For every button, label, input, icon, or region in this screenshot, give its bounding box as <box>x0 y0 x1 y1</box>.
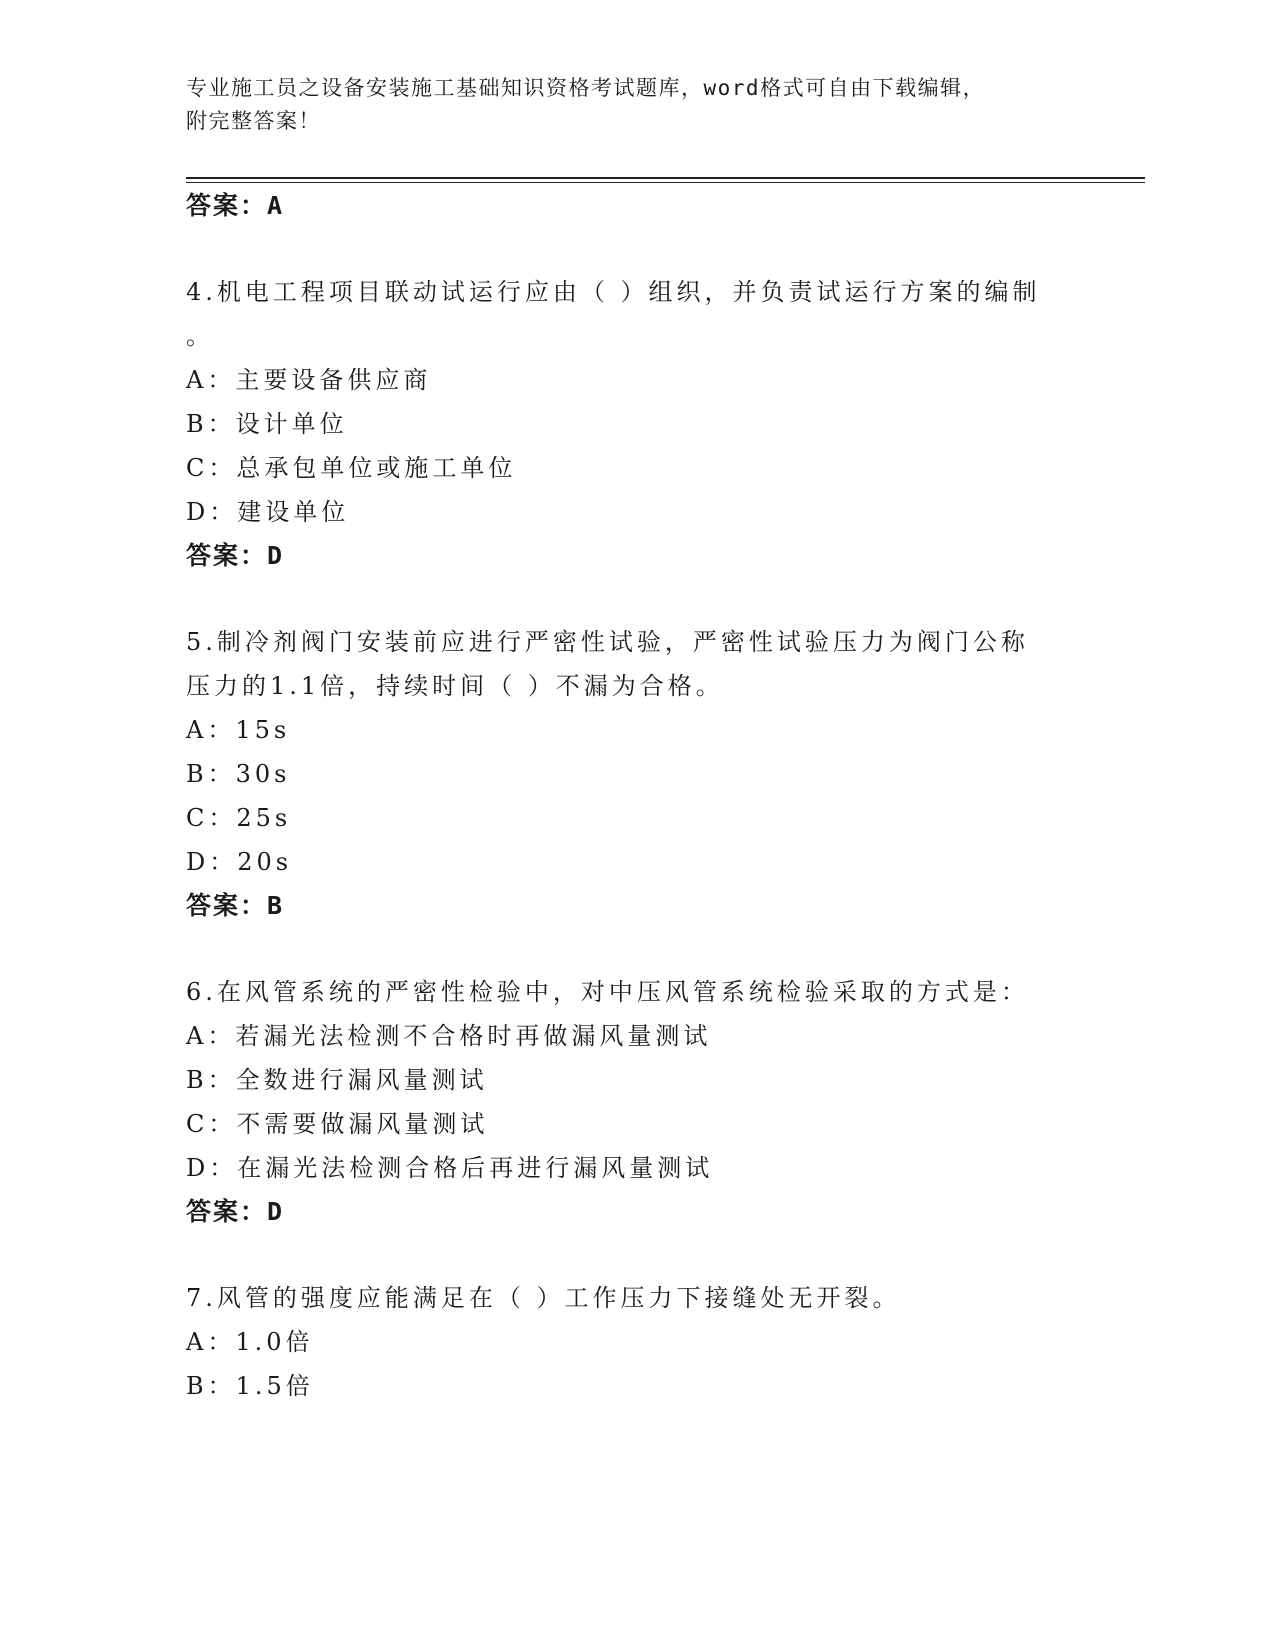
option-a: A：主要设备供应商 <box>186 366 432 394</box>
option-b: B：30s <box>186 760 291 788</box>
option-d: D：建设单位 <box>186 498 350 526</box>
option-a: A：若漏光法检测不合格时再做漏风量测试 <box>186 1022 712 1050</box>
option-c: C：总承包单位或施工单位 <box>186 454 517 482</box>
option-c: C：不需要做漏风量测试 <box>186 1110 489 1138</box>
question-stem-continued: 。 <box>186 322 214 350</box>
option-b: B：全数进行漏风量测试 <box>186 1066 488 1094</box>
question-stem: 4.机电工程项目联动试运行应由（ ）组织，并负责试运行方案的编制 <box>186 278 1041 306</box>
option-d: D：20s <box>186 848 293 876</box>
question-stem: 6.在风管系统的严密性检验中，对中压风管系统检验采取的方式是： <box>186 978 1029 1006</box>
option-b: B：1.5倍 <box>186 1372 314 1400</box>
answer-text: 答案：D <box>186 1197 285 1226</box>
question-stem: 7.风管的强度应能满足在（ ）工作压力下接缝处无开裂。 <box>186 1284 901 1312</box>
header-line-1: 专业施工员之设备安装施工基础知识资格考试题库，word格式可自由下载编辑， <box>186 76 986 100</box>
header-divider-thin <box>186 182 1145 183</box>
question-stem: 5.制冷剂阀门安装前应进行严密性试验，严密性试验压力为阀门公称 <box>186 628 1029 656</box>
option-a: A：1.0倍 <box>186 1328 314 1356</box>
question-stem-continued: 压力的1.1倍，持续时间（ ）不漏为合格。 <box>186 672 724 700</box>
answer-text: 答案：A <box>186 191 285 220</box>
option-d: D：在漏光法检测合格后再进行漏风量测试 <box>186 1154 714 1182</box>
header-line-2: 附完整答案！ <box>186 109 321 133</box>
option-c: C：25s <box>186 804 292 832</box>
answer-text: 答案：D <box>186 541 285 570</box>
option-b: B：设计单位 <box>186 410 348 438</box>
header-divider-thick <box>186 177 1145 179</box>
answer-text: 答案：B <box>186 891 285 920</box>
document-header <box>186 72 1086 138</box>
option-a: A：15s <box>186 716 291 744</box>
